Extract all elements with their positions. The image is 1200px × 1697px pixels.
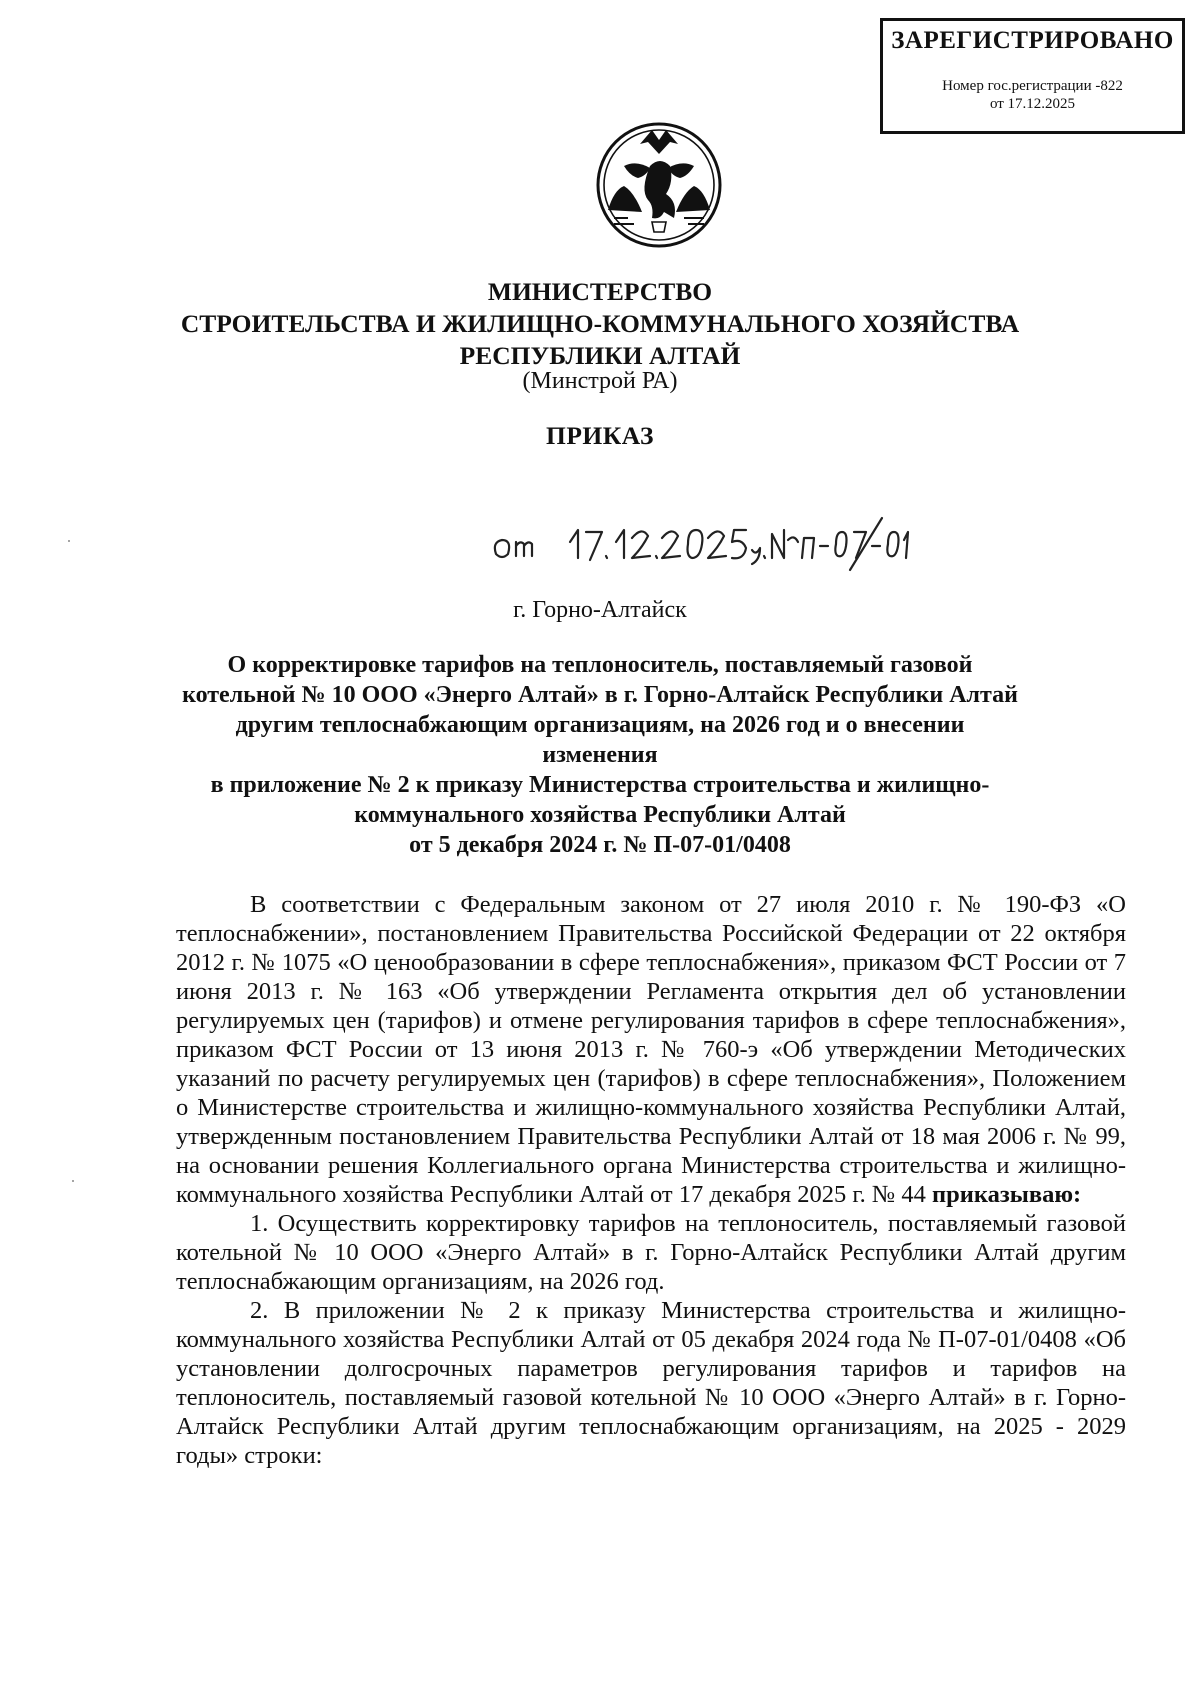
stamp-title: ЗАРЕГИСТРИРОВАНО [891, 27, 1174, 54]
order-title-line: О корректировке тарифов на теплоноситель, поставляемый газовой [227, 652, 973, 678]
altai-republic-coat-of-arms-icon [594, 120, 724, 250]
preamble-paragraph [176, 890, 1126, 1209]
stamp-reg-number: Номер гос.регистрации -822 [942, 78, 1123, 94]
ministry-header-line1: МИНИСТЕРСТВО [487, 277, 713, 306]
handwritten-date-number [490, 512, 910, 574]
scan-speck [72, 1180, 74, 1182]
preamble-text: В соответствии с Федеральным законом от 27 июля 2010 г. № 190-ФЗ «О теплоснабжении», постановлением Правительства Российской Федерации от 22 октября 2012 г. № 1075 «О ценообразовании в сфере теплоснабжения», приказом ФСТ России от 7 июня 2013 г. № 163 «Об утверждении Регламента открытия дел об установлении регулируемых цен (тарифов) и отмене регулирования тарифов в сфере теплоснабжения», приказом ФСТ России от 13 июня 2013 г. № 760-э «Об утверждении Методических указаний по расчету регулируемых цен (тарифов) в сфере теплоснабжения», Положением о Министерстве строительства и жилищно-коммунального хозяйства Республики Алтай, утвержденным постановлением Правительства Республики Алтай от 18 мая 2006 г. № 99, на основании решения Коллегиального органа Министерства строительства и жилищно-коммунального хозяйства Республики Алтай от 17 декабря 2025 г. № 44 [176, 891, 1126, 1208]
order-title [175, 650, 1025, 860]
order-word: приказываю: [932, 1181, 1082, 1208]
ministry-header-line2: СТРОИТЕЛЬСТВА И ЖИЛИЩНО-КОММУНАЛЬНОГО ХОЗЯЙСТВА [180, 309, 1020, 338]
order-title-line: другим теплоснабжающим организациям, на 2026 год и о внесении изменения [235, 712, 965, 768]
document-type: ПРИКАЗ [546, 421, 654, 450]
order-item-1: 1. Осуществить корректировку тарифов на теплоноситель, поставляемый газовой котельной № 10 ООО «Энерго Алтай» в г. Горно-Алтайск Республики Алтай другим теплоснабжающим организациям, на 2026 год. [176, 1210, 1126, 1295]
registration-stamp [880, 18, 1185, 134]
stamp-reg-date: от 17.12.2025 [989, 96, 1076, 112]
ministry-header-line3: РЕСПУБЛИКИ АЛТАЙ [459, 341, 741, 370]
order-title-line: котельной № 10 ООО «Энерго Алтай» в г. Горно-Алтайск Республики Алтай [182, 682, 1018, 708]
order-title-line: в приложение № 2 к приказу Министерства строительства и жилищно- [210, 772, 990, 798]
order-title-line: от 5 декабря 2024 г. № П-07-01/0408 [409, 832, 791, 858]
city-line: г. Горно-Алтайск [513, 597, 687, 623]
order-title-line: коммунального хозяйства Республики Алтай [354, 802, 846, 828]
order-body [176, 890, 1126, 1470]
ministry-short-name: (Минстрой РА) [522, 368, 678, 394]
order-item-2: 2. В приложении № 2 к приказу Министерства строительства и жилищно-коммунального хозяйства Республики Алтай от 05 декабря 2024 года № П-07-01/0408 «Об установлении долгосрочных параметров регулирования тарифов и тарифов на теплоноситель, поставляемый газовой котельной № 10 ООО «Энерго Алтай» в г. Горно-Алтайск Республики Алтай другим теплоснабжающим организациям, на 2025 - 2029 годы» строки: [176, 1297, 1126, 1469]
ministry-header [150, 276, 1050, 372]
scan-speck [68, 540, 70, 542]
